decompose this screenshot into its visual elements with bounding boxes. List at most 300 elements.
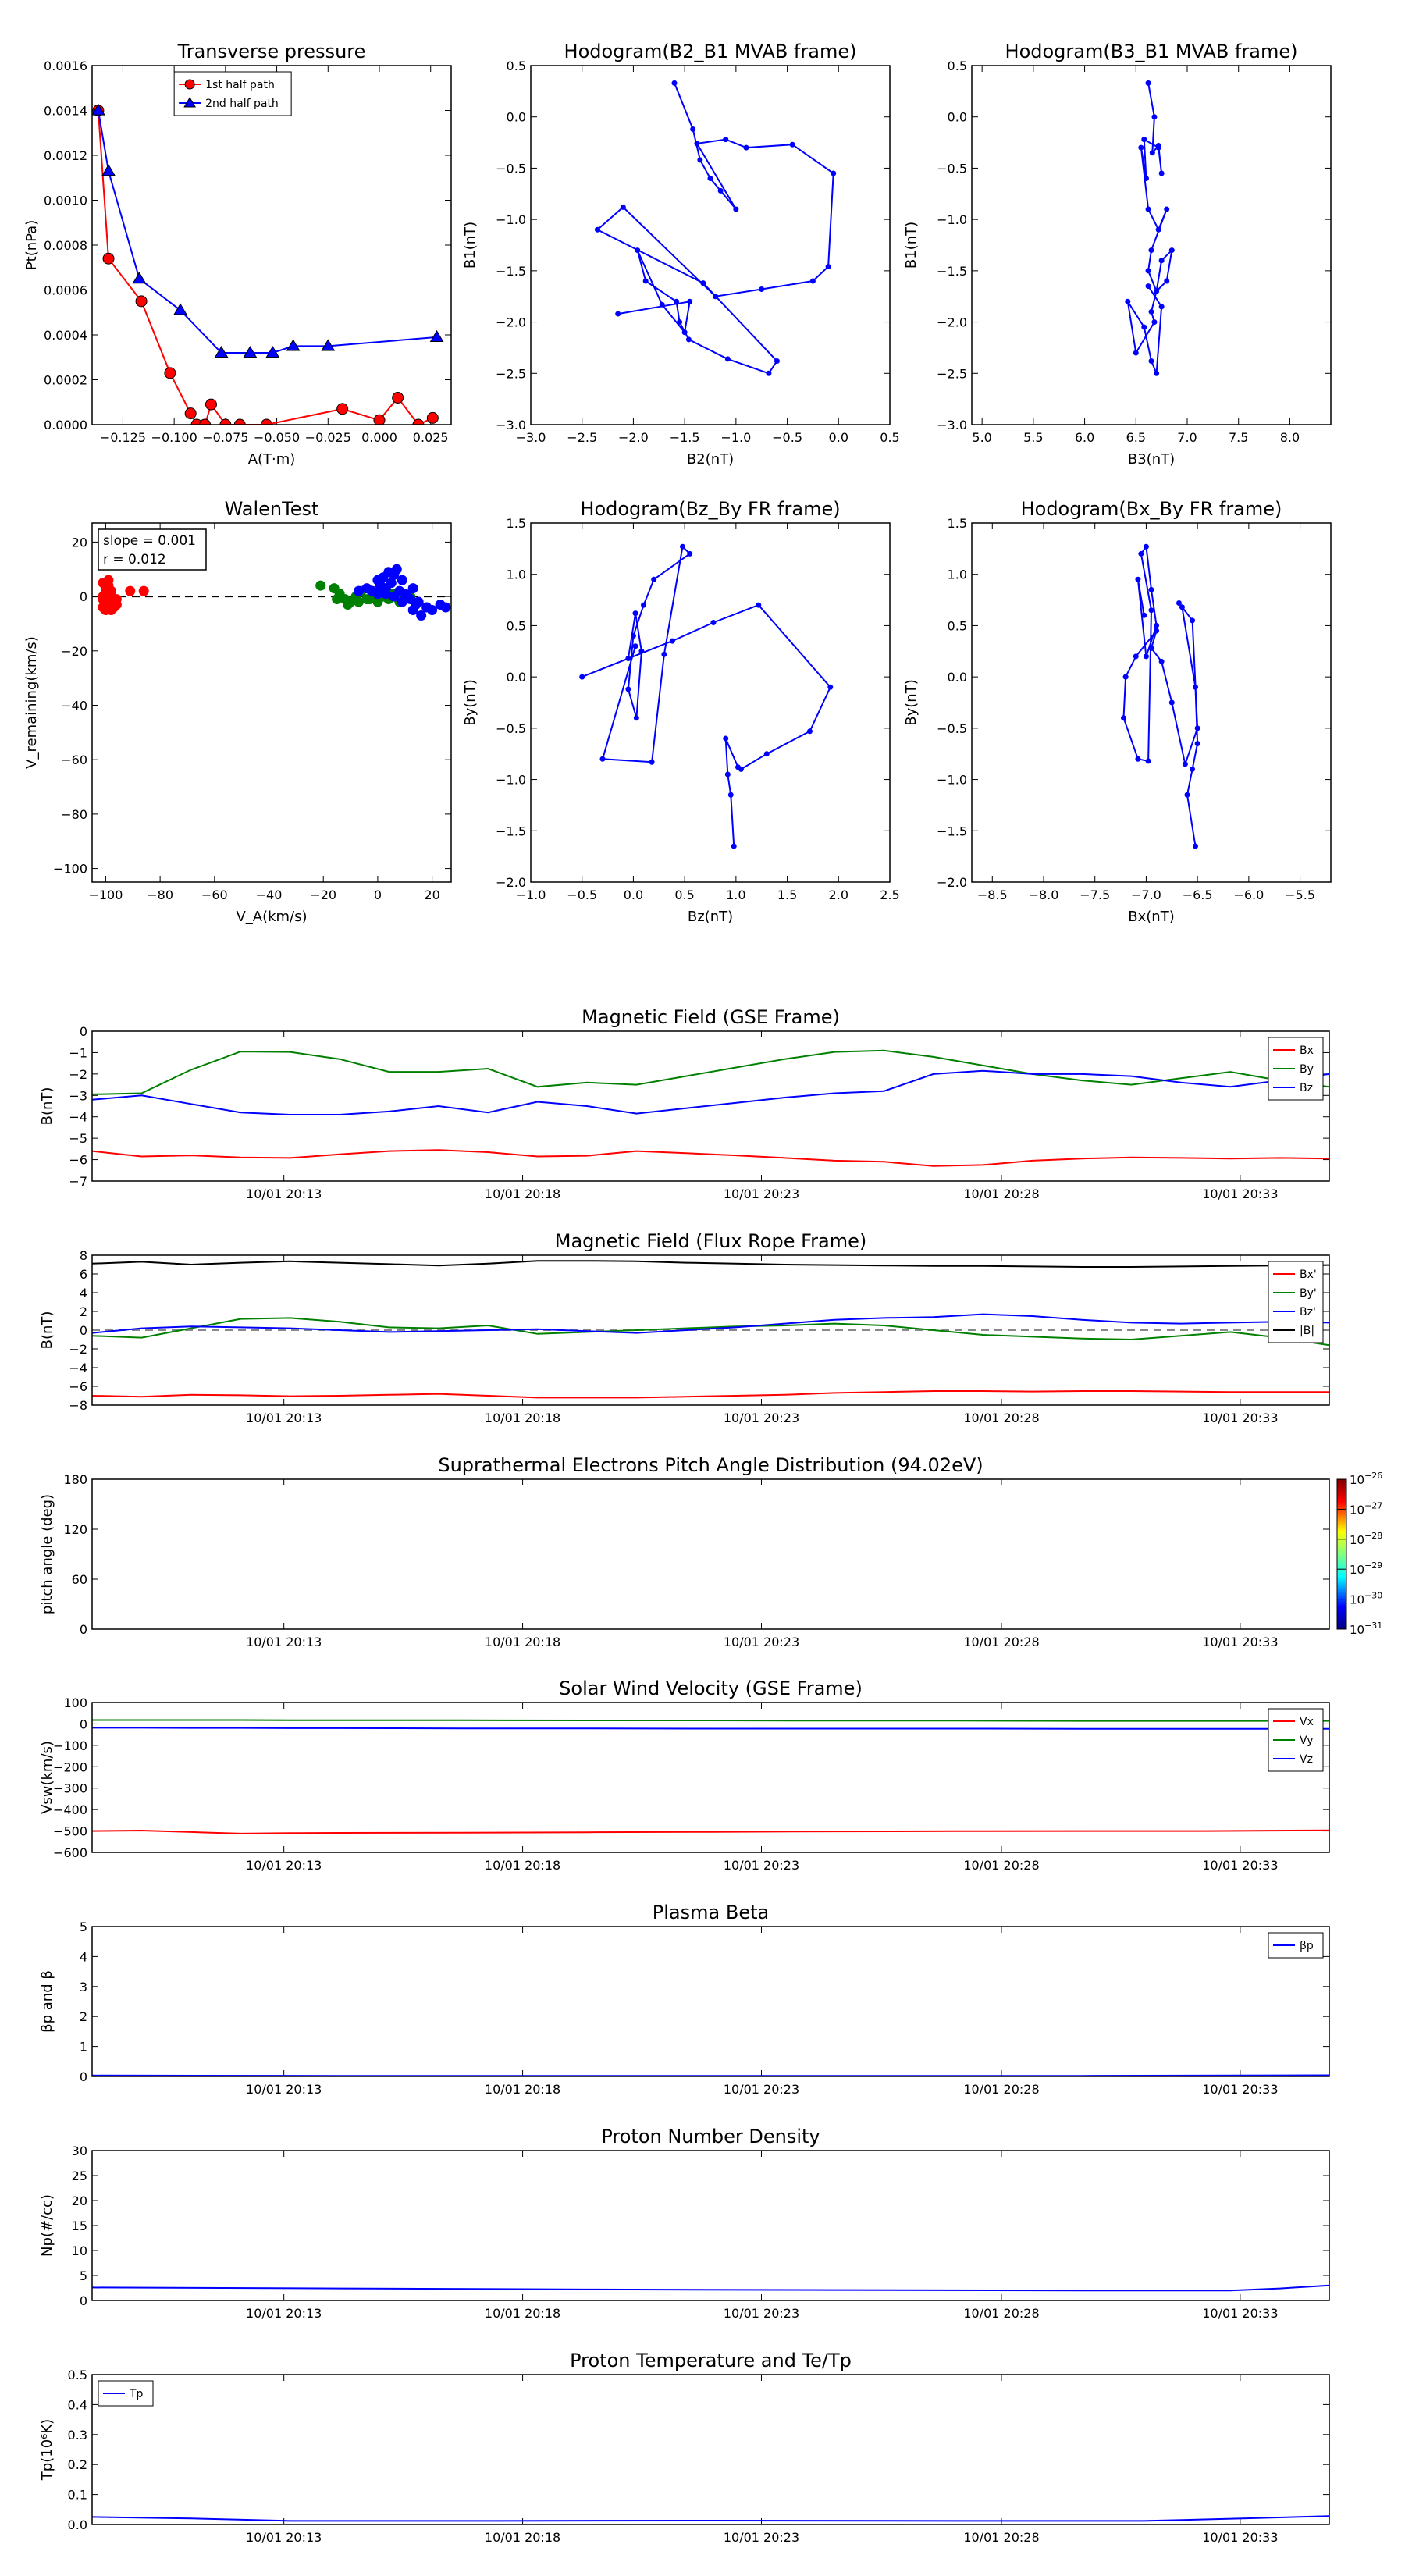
plot-area (92, 105, 443, 431)
x-tick-label: 10/01 20:13 (246, 1858, 322, 1873)
x-tick-label: 10/01 20:13 (246, 1411, 322, 1425)
chart-title: Magnetic Field (Flux Rope Frame) (554, 1230, 867, 1252)
y-tick-label: 60 (71, 1572, 87, 1587)
y-tick-label: 6 (79, 1267, 87, 1282)
data-point (1133, 350, 1139, 356)
y-tick-label: 0.5 (947, 618, 967, 634)
data-point (1195, 741, 1200, 746)
x-tick-label: 7.0 (1177, 430, 1197, 445)
data-point (661, 652, 667, 657)
x-tick-label: 10/01 20:18 (484, 2530, 561, 2545)
y-tick-label: −40 (61, 698, 87, 713)
annotation (98, 529, 206, 570)
y-tick-label: 100 (63, 1695, 87, 1710)
data-point (672, 80, 678, 86)
y-tick-label: 0.0012 (44, 148, 87, 163)
data-point (687, 551, 692, 557)
y-tick-label: 0.0010 (44, 193, 87, 208)
y-tick-label: 20 (71, 535, 87, 550)
y-tick-label: 4 (79, 1949, 87, 1965)
data-point (651, 577, 656, 582)
data-point (1135, 577, 1140, 582)
data-point (600, 756, 606, 762)
x-tick-label: −0.075 (202, 430, 249, 445)
y-tick-label: 0 (79, 2293, 87, 2308)
y-tick-label: −0.5 (496, 720, 526, 736)
y-tick-label: −8 (69, 1398, 87, 1413)
y-tick-label: −0.5 (937, 161, 967, 176)
y-tick-label: 0.5 (947, 59, 967, 73)
y-tick-label: −3.0 (496, 418, 526, 432)
chart-title: Plasma Beta (652, 1902, 770, 1923)
x-tick-label: 6.5 (1126, 430, 1147, 445)
data-point (408, 606, 418, 615)
data-point (337, 404, 348, 415)
plot-area (92, 1720, 1329, 1834)
x-tick-label: −1.5 (669, 430, 700, 445)
data-point (723, 736, 728, 742)
chart-tp (23, 41, 451, 468)
series-line (92, 1071, 1329, 1115)
data-point (1144, 176, 1149, 181)
chart-title: Magnetic Field (GSE Frame) (582, 1006, 840, 1028)
x-tick-label: −20 (310, 888, 337, 902)
data-point (756, 603, 761, 608)
data-point (1125, 299, 1130, 304)
x-tick-label: −80 (147, 888, 174, 902)
data-point (139, 586, 148, 596)
x-tick-label: −8.0 (1028, 888, 1059, 902)
plot-area (1125, 80, 1175, 376)
data-point (408, 584, 418, 593)
data-point (102, 165, 115, 176)
data-point (1164, 207, 1169, 212)
legend-label: Bx (1300, 1044, 1314, 1057)
y-tick-label: −1.0 (937, 212, 967, 228)
chart-tp_temp (39, 2350, 1329, 2545)
series-line (92, 1727, 1329, 1728)
chart-h3 (462, 498, 900, 925)
data-point (1149, 247, 1154, 253)
y-tick-label: 0.0014 (44, 103, 87, 119)
data-point (1146, 268, 1151, 273)
data-point (414, 597, 423, 607)
data-point (690, 126, 695, 132)
x-tick-label: 10/01 20:33 (1202, 2306, 1279, 2321)
y-tick-label: −1.5 (496, 263, 526, 279)
plot-frame (92, 2375, 1329, 2524)
x-axis-label: B2(nT) (686, 451, 735, 468)
legend-label: Bz (1300, 1082, 1313, 1094)
data-point (1190, 617, 1195, 623)
x-tick-label: 10/01 20:23 (723, 1411, 800, 1425)
legend (1268, 1037, 1323, 1100)
x-tick-label: −5.5 (1285, 888, 1316, 902)
data-point (807, 728, 813, 734)
x-tick-label: 10/01 20:23 (723, 2082, 800, 2097)
plot-area (1121, 544, 1200, 849)
data-point (790, 142, 795, 148)
legend-label: Bx' (1300, 1268, 1317, 1281)
x-tick-label: −8.5 (976, 888, 1008, 902)
y-axis-label: Np(#/cc) (39, 2194, 55, 2257)
y-axis-label: pitch angle (deg) (39, 1493, 55, 1615)
plot-frame (92, 66, 451, 425)
y-tick-label: 1 (79, 2039, 87, 2055)
chart-title: Suprathermal Electrons Pitch Angle Distribution (94.02eV) (438, 1454, 984, 1476)
x-tick-label: −2.0 (617, 430, 649, 445)
y-tick-label: −2.0 (937, 875, 967, 890)
plot-frame (531, 66, 890, 425)
colorbar-tick-label (1350, 1591, 1382, 1607)
series-line (98, 111, 432, 425)
data-point (1195, 725, 1200, 731)
y-tick-label: −2 (69, 1342, 87, 1357)
data-point (1149, 607, 1154, 613)
data-point (764, 751, 770, 756)
data-point (316, 581, 325, 590)
legend-label: 2nd half path (205, 98, 279, 110)
y-tick-label: −20 (61, 643, 87, 659)
chart-h4 (903, 498, 1331, 925)
plot-frame (92, 2151, 1329, 2300)
data-point (165, 368, 176, 379)
legend-label: βp (1300, 1940, 1314, 1952)
colorbar (1337, 1479, 1346, 1629)
data-point (333, 595, 342, 604)
data-point (1138, 145, 1144, 151)
y-tick-label: 0 (79, 589, 87, 605)
data-point (687, 299, 692, 304)
x-tick-label: 5.5 (1023, 430, 1044, 445)
chart-beta (39, 1902, 1329, 2097)
y-tick-label: 0.0004 (44, 328, 87, 343)
x-axis-label: B3(nT) (1127, 451, 1176, 468)
data-point (244, 347, 256, 358)
y-tick-label: 0.0 (506, 670, 526, 685)
y-tick-label: −2.5 (937, 366, 967, 382)
x-tick-label: 10/01 20:13 (246, 1187, 322, 1201)
y-tick-label: 0 (79, 1622, 87, 1637)
x-tick-label: 10/01 20:13 (246, 1635, 322, 1649)
data-point (633, 610, 638, 616)
x-tick-label: 10/01 20:13 (246, 2306, 322, 2321)
plot-area (92, 2286, 1329, 2290)
x-tick-label: 10/01 20:18 (484, 1635, 561, 1649)
data-point (1149, 646, 1154, 651)
data-point (1154, 628, 1159, 634)
data-point (1135, 756, 1140, 762)
y-tick-label: 0.0008 (44, 238, 87, 253)
x-tick-label: 6.0 (1074, 430, 1095, 445)
y-tick-label: 0.0 (67, 2517, 87, 2532)
x-tick-label: 1.5 (777, 888, 798, 902)
y-axis-label: B1(nT) (903, 221, 919, 269)
data-point (674, 299, 679, 304)
chart-title: Proton Temperature and Te/Tp (570, 2350, 852, 2371)
y-tick-label: −7 (69, 1174, 87, 1189)
data-point (1138, 551, 1144, 557)
x-tick-label: 5.0 (972, 430, 992, 445)
y-tick-label: 1.0 (506, 567, 526, 582)
y-tick-label: −100 (53, 1738, 87, 1753)
data-point (397, 597, 407, 607)
y-tick-label: 10 (71, 2243, 87, 2258)
colorbar-base: 10 (1350, 1473, 1365, 1487)
data-point (1123, 674, 1129, 680)
data-point (579, 674, 585, 680)
plot-frame (92, 1927, 1329, 2076)
data-point (1146, 758, 1151, 763)
legend-label: Vx (1300, 1716, 1314, 1728)
data-point (731, 844, 737, 849)
x-tick-label: 10/01 20:33 (1202, 1187, 1279, 1201)
y-tick-label: 0.0016 (44, 59, 87, 73)
legend-label: 1st half path (205, 79, 275, 91)
y-tick-label: 20 (71, 2194, 87, 2208)
y-tick-label: 2 (79, 2009, 87, 2025)
x-tick-label: −40 (255, 888, 283, 902)
data-point (103, 253, 114, 264)
y-tick-label: 8 (79, 1248, 87, 1263)
data-point (174, 304, 187, 315)
chart-title: Hodogram(B3_B1 MVAB frame) (1005, 41, 1298, 62)
data-point (723, 137, 728, 142)
y-tick-label: −2.0 (496, 315, 526, 330)
y-tick-label: 4 (79, 1286, 87, 1300)
chart-title: Proton Number Density (601, 2126, 820, 2147)
legend (98, 2381, 153, 2406)
y-tick-label: 25 (71, 2169, 87, 2183)
data-point (1154, 371, 1159, 376)
x-tick-label: 2.5 (880, 888, 900, 902)
y-tick-label: −500 (53, 1823, 87, 1839)
x-tick-label: 10/01 20:33 (1202, 2082, 1279, 2097)
y-axis-label: Pt(nPa) (23, 219, 40, 271)
x-tick-label: 0.025 (412, 430, 449, 445)
data-point (1146, 207, 1151, 212)
y-tick-label: −1.0 (496, 212, 526, 228)
legend (1268, 1933, 1323, 1958)
x-tick-label: 10/01 20:23 (723, 1858, 800, 1873)
y-tick-label: 0.0000 (44, 418, 87, 432)
y-tick-label: −1.0 (937, 772, 967, 788)
data-point (112, 595, 121, 604)
chart-title: Transverse pressure (177, 41, 366, 62)
x-tick-label: 0.000 (361, 430, 397, 445)
y-tick-label: −200 (53, 1759, 87, 1775)
data-point (205, 399, 216, 410)
data-point (725, 356, 731, 361)
y-tick-label: −0.5 (937, 720, 967, 736)
colorbar-tick-label (1350, 1560, 1382, 1577)
x-tick-label: 10/01 20:18 (484, 1187, 561, 1201)
data-point (126, 586, 135, 596)
x-tick-label: −0.5 (772, 430, 803, 445)
colorbar-exponent: −31 (1364, 1621, 1383, 1631)
x-tick-label: −6.0 (1233, 888, 1264, 902)
data-point (725, 772, 731, 777)
x-tick-label: −1.0 (515, 888, 546, 902)
data-point (1133, 653, 1139, 659)
y-axis-label: V_remaining(km/s) (23, 636, 40, 769)
legend-label: By' (1300, 1287, 1317, 1300)
data-point (1159, 258, 1165, 263)
y-tick-label: −2.0 (937, 315, 967, 330)
colorbar-tick-label (1350, 1531, 1382, 1547)
x-tick-label: 10/01 20:13 (246, 2082, 322, 2097)
data-point (1183, 761, 1188, 767)
y-tick-label: 3 (79, 1979, 87, 1994)
data-point (106, 586, 116, 596)
y-axis-label: By(nT) (462, 679, 478, 726)
plot-area (595, 80, 836, 376)
annotation-text: slope = 0.001 (103, 533, 196, 549)
data-point (686, 336, 692, 342)
y-tick-label: −2.5 (496, 366, 526, 382)
y-axis-label: B1(nT) (462, 221, 478, 269)
y-tick-label: 120 (63, 1522, 87, 1537)
chart-mag_fr (39, 1230, 1329, 1425)
data-point (1141, 613, 1147, 618)
plot-area (92, 1051, 1329, 1166)
data-point (1149, 587, 1154, 592)
x-tick-label: −0.100 (151, 430, 197, 445)
data-point (1156, 227, 1161, 233)
data-point (393, 393, 404, 404)
y-tick-label: 0.5 (506, 59, 526, 73)
colorbar-exponent: −26 (1364, 1471, 1383, 1481)
annotation-text: r = 0.012 (103, 552, 166, 568)
y-tick-label: 0.3 (67, 2427, 87, 2443)
data-point (643, 279, 649, 284)
chart-pad (39, 1454, 1382, 1649)
series-line (92, 1261, 1329, 1267)
y-tick-label: −1.5 (496, 824, 526, 839)
x-tick-label: 2.0 (828, 888, 849, 902)
y-tick-label: 0.4 (67, 2397, 87, 2413)
x-tick-label: 10/01 20:33 (1202, 2530, 1279, 2545)
data-point (635, 247, 640, 253)
data-point (1146, 283, 1151, 289)
plot-area (579, 544, 833, 849)
y-tick-label: 1.5 (506, 516, 526, 531)
data-point (373, 589, 382, 599)
colorbar-exponent: −28 (1364, 1530, 1383, 1541)
y-tick-label: 0.0002 (44, 372, 87, 388)
series-line (1124, 546, 1198, 846)
data-point (831, 171, 836, 176)
y-tick-label: 0 (79, 1717, 87, 1732)
data-point (631, 633, 636, 639)
data-point (1156, 145, 1161, 151)
series-line (92, 1051, 1329, 1094)
data-point (1149, 309, 1154, 315)
chart-walen (23, 498, 451, 925)
x-tick-label: 10/01 20:18 (484, 1858, 561, 1873)
data-point (713, 294, 718, 299)
data-point (1159, 171, 1165, 176)
x-tick-label: 10/01 20:18 (484, 1411, 561, 1425)
data-point (766, 371, 771, 376)
data-point (427, 412, 438, 423)
data-point (1151, 319, 1157, 325)
y-tick-label: 0.0006 (44, 283, 87, 298)
y-axis-label: Tp(10⁶K) (39, 2418, 55, 2481)
series-line (582, 546, 831, 846)
data-point (774, 358, 780, 364)
data-point (649, 760, 655, 765)
chart-title: Hodogram(B2_B1 MVAB frame) (564, 41, 857, 62)
colorbar-exponent: −29 (1364, 1560, 1383, 1571)
x-tick-label: 20 (424, 888, 440, 902)
data-point (718, 188, 724, 194)
series-line (92, 1150, 1329, 1166)
series-line (597, 83, 833, 373)
y-tick-label: 0.0 (947, 109, 967, 125)
y-tick-label: 30 (71, 2144, 87, 2158)
data-point (1159, 304, 1165, 309)
x-tick-label: 10/01 20:13 (246, 2530, 322, 2545)
y-tick-label: −60 (61, 753, 87, 768)
y-tick-label: −1.0 (496, 772, 526, 788)
y-tick-label: −6 (69, 1152, 87, 1168)
plot-frame (92, 1479, 1329, 1629)
data-point (1176, 600, 1182, 606)
x-tick-label: 10/01 20:23 (723, 2306, 800, 2321)
data-point (101, 597, 110, 607)
y-tick-label: 0.1 (67, 2487, 87, 2503)
data-point (1169, 700, 1175, 706)
y-tick-label: −6 (69, 1379, 87, 1394)
x-tick-label: 0 (373, 888, 382, 902)
chart-title: Solar Wind Velocity (GSE Frame) (559, 1678, 863, 1699)
x-tick-label: 8.0 (1279, 430, 1300, 445)
data-point (700, 280, 706, 286)
data-point (1190, 767, 1195, 772)
x-axis-label: A(T·m) (247, 451, 296, 468)
colorbar-exponent: −30 (1364, 1590, 1383, 1601)
y-tick-label: −80 (61, 806, 87, 822)
data-point (392, 564, 401, 574)
data-point (428, 606, 437, 615)
x-tick-label: 7.5 (1228, 430, 1249, 445)
legend-label: Vz (1300, 1753, 1313, 1766)
y-tick-label: −100 (53, 861, 87, 877)
data-point (680, 544, 685, 550)
data-point (633, 643, 638, 649)
colorbar-base: 10 (1350, 1592, 1365, 1607)
data-point (417, 610, 426, 620)
y-tick-label: −2.0 (496, 875, 526, 890)
plot-frame (531, 523, 890, 882)
x-tick-label: 10/01 20:33 (1202, 1411, 1279, 1425)
plot-frame (972, 523, 1331, 882)
x-tick-label: 10/01 20:28 (963, 2306, 1040, 2321)
x-tick-label: 10/01 20:23 (723, 2530, 800, 2545)
series-line (92, 1318, 1329, 1345)
colorbar-base: 10 (1350, 1563, 1365, 1578)
y-tick-label: 0.0 (506, 109, 526, 125)
x-tick-label: 10/01 20:28 (963, 1858, 1040, 1873)
colorbar-tick-label (1350, 1621, 1382, 1637)
series-line (92, 1391, 1329, 1397)
data-point (670, 639, 675, 644)
data-point (389, 592, 399, 601)
legend-label: |B| (1300, 1325, 1315, 1337)
plot-area (92, 1261, 1329, 1397)
x-tick-label: −6.5 (1182, 888, 1213, 902)
